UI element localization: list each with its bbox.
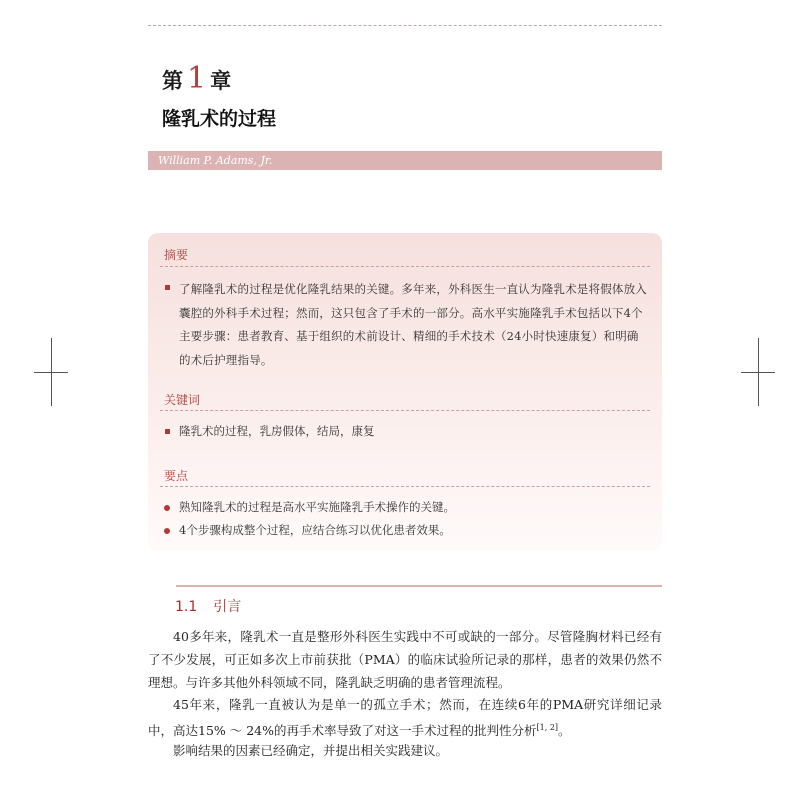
crop-mark-left-horizontal — [34, 372, 68, 373]
point-item: 4个步骤构成整个过程，应结合练习以优化患者效果。 — [179, 523, 451, 537]
keywords-text: 隆乳术的过程，乳房假体，结局，康复 — [179, 424, 375, 438]
section-heading — [175, 596, 241, 616]
chapter-title: 隆乳术的过程 — [162, 108, 277, 130]
citation: [1, 2] — [536, 722, 559, 732]
chapter-number: 1 — [187, 61, 207, 96]
author-name: William P. Adams, Jr. — [158, 154, 273, 167]
chapter-heading — [162, 61, 232, 96]
keywords-divider — [160, 410, 650, 411]
abstract-bullet — [165, 285, 170, 290]
abstract-divider — [160, 266, 650, 267]
points-heading: 要点 — [164, 469, 189, 483]
paragraph: 影响结果的因素已经确定，并提出相关实践建议。 — [173, 743, 449, 758]
crop-mark-right-horizontal — [741, 372, 775, 373]
section-rule — [176, 585, 662, 587]
point-item: 熟知隆乳术的过程是高水平实施隆乳手术操作的关键。 — [179, 500, 455, 514]
abstract-heading: 摘要 — [164, 248, 189, 262]
paragraph — [148, 694, 662, 743]
abstract-text: 了解隆乳术的过程是优化隆乳结果的关键。多年来，外科医生一直认为隆乳术是将假体放入囊腔的外科手术过程；然而，这只包含了手术的一部分。高水平实施隆乳手术包括以下4个主要步骤：患者教育、基于组织的术前设计、精细的手术技术（24小时快速康复）和明确的术后护理指导。 — [179, 282, 647, 367]
section-number: 1.1 — [175, 599, 198, 615]
points-divider — [160, 486, 650, 487]
paragraph: 40多年来，隆乳术一直是整形外科医生实践中不可或缺的一部分。尽管隆胸材料已经有了不少发展，可正如多次上市前获批（PMA）的临床试验所记录的那样，患者的效果仍然不理想。与许多其他外科领域不同，隆乳缺乏明确的患者管理流程。 — [148, 629, 662, 690]
points-bullet — [164, 528, 170, 534]
chapter-prefix: 第 — [162, 69, 183, 93]
keywords-bullet — [165, 429, 170, 434]
points-bullet — [164, 505, 170, 511]
paragraph-end: 。 — [558, 722, 571, 738]
top-dashed-rule — [148, 25, 662, 26]
section-title: 引言 — [213, 599, 242, 615]
keywords-heading: 关键词 — [164, 393, 201, 407]
chapter-suffix: 章 — [210, 69, 232, 93]
paragraph-text: 45年来，隆乳一直被认为是单一的孤立手术；然而，在连续6年的PMA研究详细记录中，高达15% ～ 24%的再手术率导致了对这一手术过程的批判性分析 — [148, 697, 662, 738]
